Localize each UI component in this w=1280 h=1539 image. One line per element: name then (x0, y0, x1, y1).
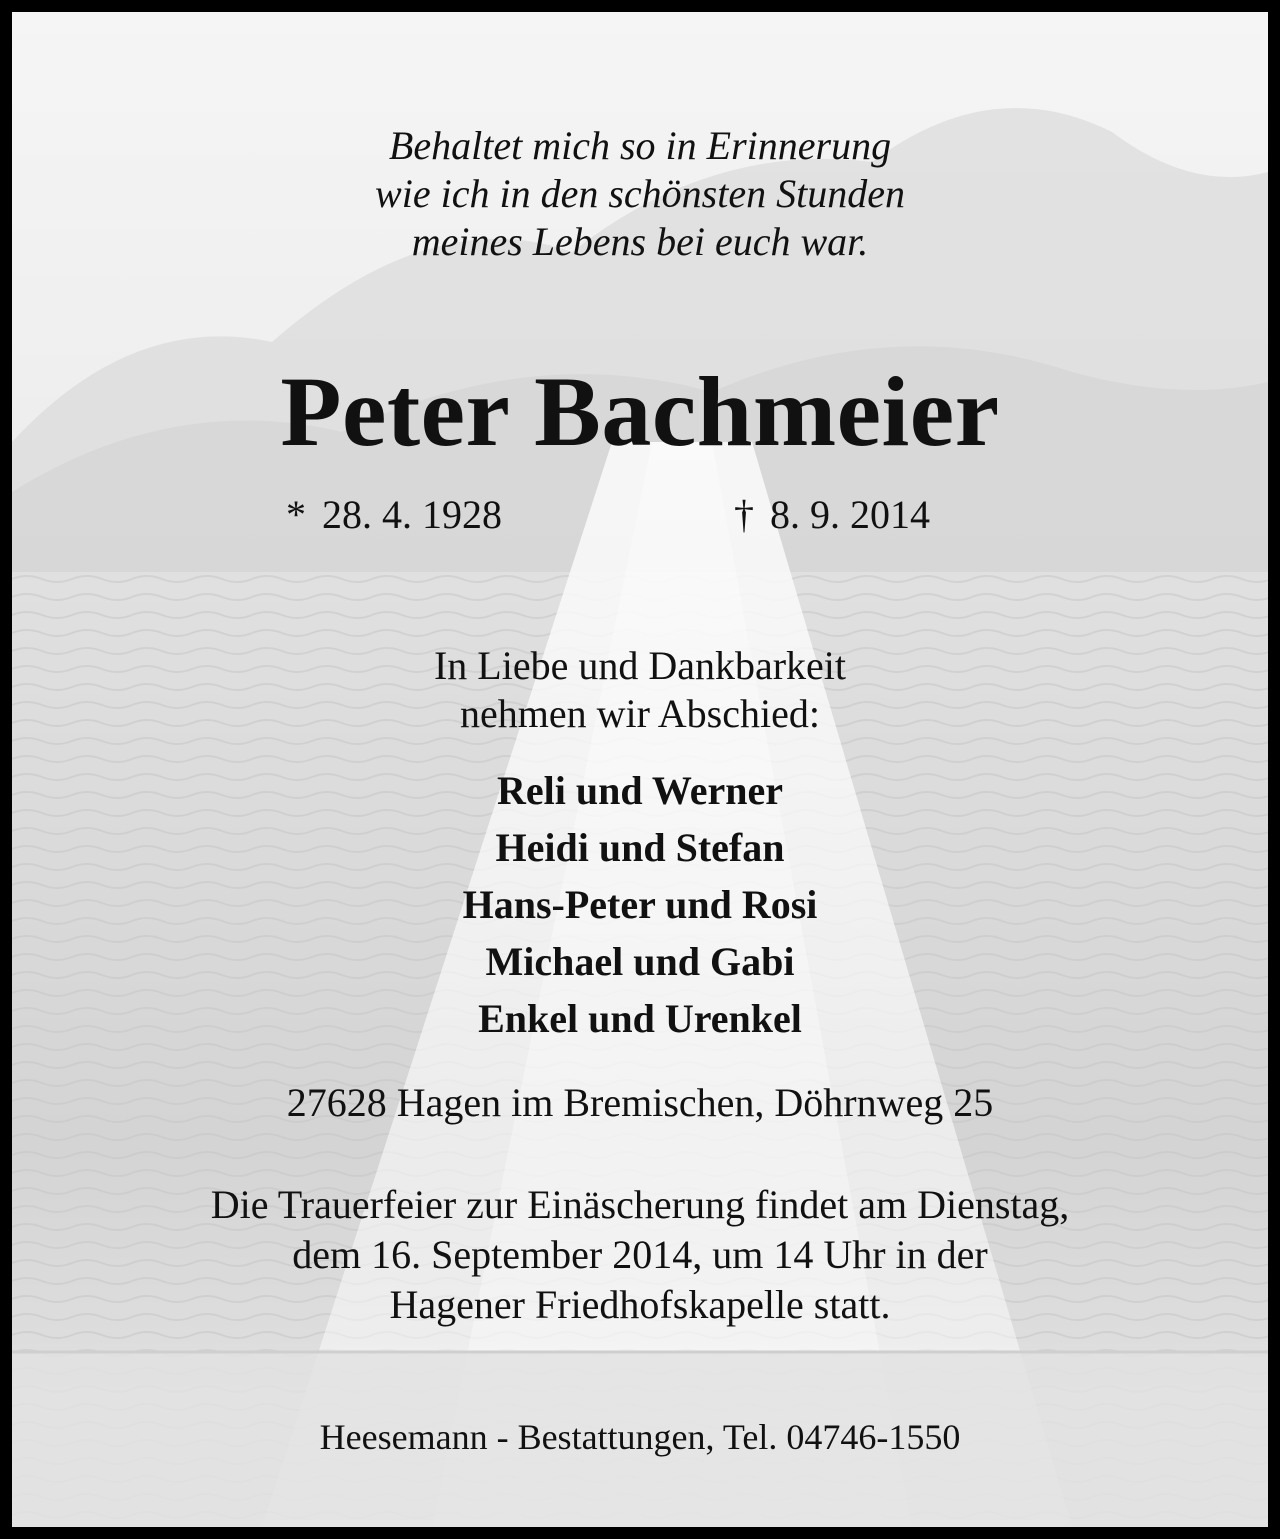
family-member: Reli und Werner (497, 768, 783, 813)
farewell-line: nehmen wir Abschied: (460, 691, 820, 736)
address: 27628 Hagen im Bremischen, Döhrnweg 25 (286, 1080, 994, 1125)
family-member: Enkel und Urenkel (478, 996, 802, 1041)
quote-line: wie ich in den schönsten Stunden (375, 171, 905, 216)
service-line: Hagener Friedhofskapelle statt. (389, 1282, 891, 1327)
family-list (12, 762, 1268, 1047)
farewell-text (12, 642, 1268, 738)
deceased-name: Peter Bachmeier (280, 356, 1000, 467)
service-line: Die Trauerfeier zur Einäscherung findet am Dienstag, (210, 1182, 1070, 1227)
family-member: Heidi und Stefan (495, 825, 785, 870)
birth-date-line (286, 490, 502, 540)
quote-line: meines Lebens bei euch war. (411, 219, 869, 264)
death-date-line (734, 490, 930, 540)
death-date: 8. 9. 2014 (770, 492, 930, 537)
memorial-quote (12, 122, 1268, 266)
death-cross-icon: † (734, 492, 754, 537)
undertaker-contact: Heesemann - Bestattungen, Tel. 04746-1550 (319, 1417, 961, 1457)
farewell-line: In Liebe und Dankbarkeit (433, 643, 847, 688)
family-member: Hans-Peter und Rosi (462, 882, 818, 927)
notice-content (12, 12, 1268, 1527)
quote-line: Behaltet mich so in Erinnerung (388, 123, 892, 168)
funeral-service-info (12, 1180, 1268, 1330)
service-line: dem 16. September 2014, um 14 Uhr in der (292, 1232, 988, 1277)
family-member: Michael und Gabi (485, 939, 795, 984)
birth-star-icon: * (286, 492, 306, 537)
obituary-notice (12, 12, 1268, 1527)
birth-date: 28. 4. 1928 (322, 492, 502, 537)
